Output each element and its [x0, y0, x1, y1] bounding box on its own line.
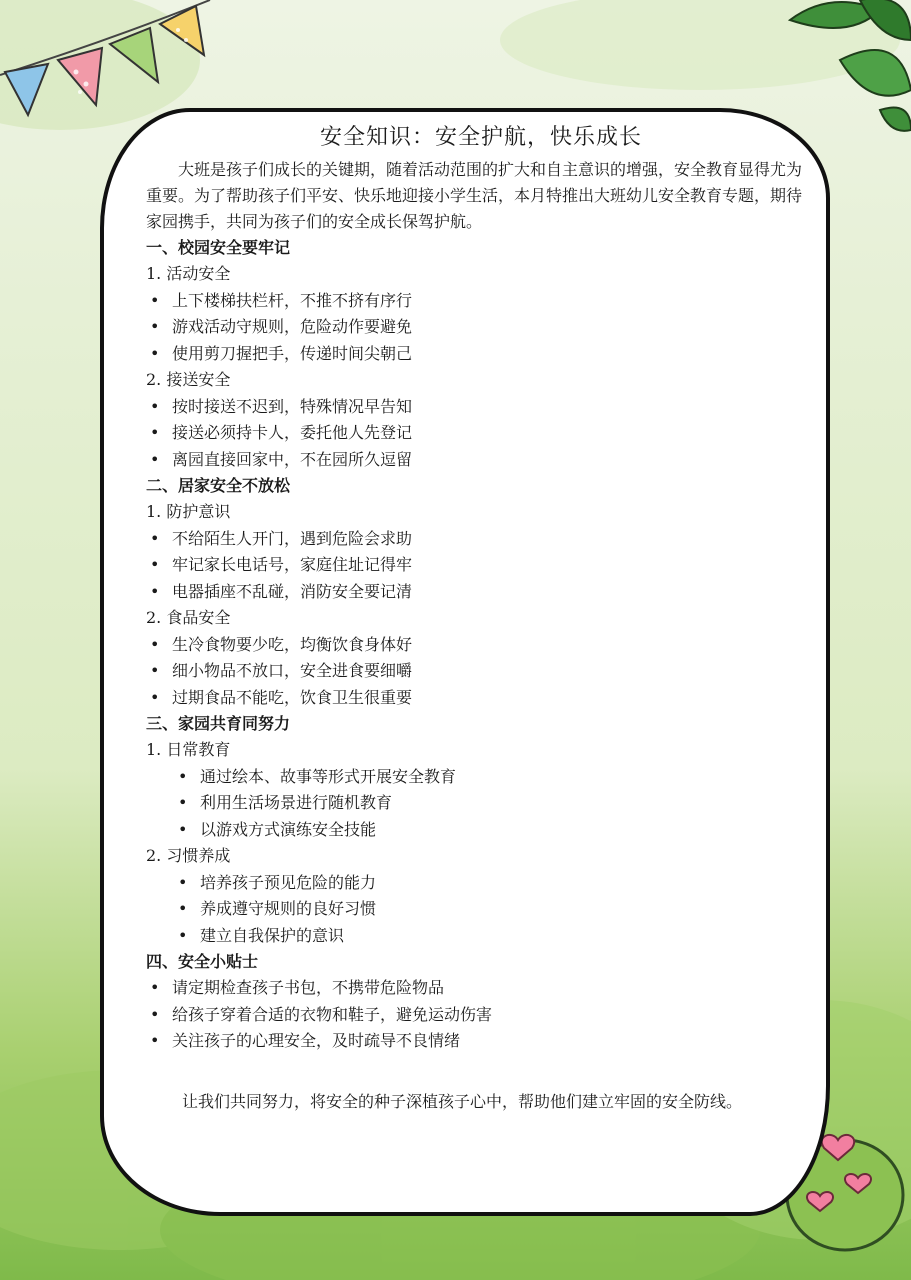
list-item: • 养成遵守规则的良好习惯 — [146, 896, 816, 923]
list-item: • 生冷食物要少吃，均衡饮食身体好 — [146, 632, 816, 659]
subheading-protection: 1. 防护意识 — [146, 502, 231, 521]
list-item: • 通过绘本、故事等形式开展安全教育 — [146, 764, 816, 791]
list-item: • 接送必须持卡人，委托他人先登记 — [146, 420, 816, 447]
section-heading-tips: 四、安全小贴士 — [146, 952, 259, 971]
list-item: • 过期食品不能吃，饮食卫生很重要 — [146, 685, 816, 712]
closing-paragraph: 让我们共同努力，将安全的种子深植孩子心中，帮助他们建立牢固的安全防线。 — [182, 1091, 743, 1111]
list-item: • 电器插座不乱碰，消防安全要记清 — [146, 579, 816, 606]
list-item: • 建立自我保护的意识 — [146, 923, 816, 950]
subheading-food-safety: 2. 食品安全 — [146, 608, 231, 627]
list-item: • 以游戏方式演练安全技能 — [146, 817, 816, 844]
subheading-daily-education: 1. 日常教育 — [146, 740, 231, 759]
subheading-pickup-safety: 2. 接送安全 — [146, 370, 231, 389]
list-item: • 使用剪刀握把手，传递时间尖朝己 — [146, 341, 816, 368]
section-heading-campus: 一、校园安全要牢记 — [146, 238, 291, 257]
page-title: 安全知识：安全护航，快乐成长 — [319, 125, 642, 150]
list-item: • 按时接送不迟到，特殊情况早告知 — [146, 394, 816, 421]
section-heading-home-school: 三、家园共育同努力 — [146, 714, 291, 733]
list-item: • 牢记家长电话号，家庭住址记得牢 — [146, 552, 816, 579]
list-item: • 给孩子穿着合适的衣物和鞋子，避免运动伤害 — [146, 1002, 816, 1029]
list-item: • 细小物品不放口，安全进食要细嚼 — [146, 658, 816, 685]
list-item: • 关注孩子的心理安全，及时疏导不良情绪 — [146, 1028, 816, 1055]
list-item: • 请定期检查孩子书包，不携带危险物品 — [146, 975, 816, 1002]
list-item: • 不给陌生人开门，遇到危险会求助 — [146, 526, 816, 553]
subheading-habits: 2. 习惯养成 — [146, 846, 231, 865]
list-item: • 游戏活动守规则，危险动作要避免 — [146, 314, 816, 341]
list-item: • 培养孩子预见危险的能力 — [146, 870, 816, 897]
section-heading-home: 二、居家安全不放松 — [146, 476, 291, 495]
intro-paragraph: 大班是孩子们成长的关键期，随着活动范围的扩大和自主意识的增强，安全教育显得尤为重要。为了帮助孩子们平安、快乐地迎接小学生活，本月特推出大班幼儿安全教育专题，期待家园携手，共同为孩子们的安全成长保驾护航。 — [146, 160, 803, 231]
document-content — [146, 120, 816, 1115]
list-item: • 离园直接回家中，不在园所久逗留 — [146, 447, 816, 474]
list-item: • 利用生活场景进行随机教育 — [146, 790, 816, 817]
list-item: • 上下楼梯扶栏杆，不推不挤有序行 — [146, 288, 816, 315]
subheading-activity-safety: 1. 活动安全 — [146, 264, 231, 283]
